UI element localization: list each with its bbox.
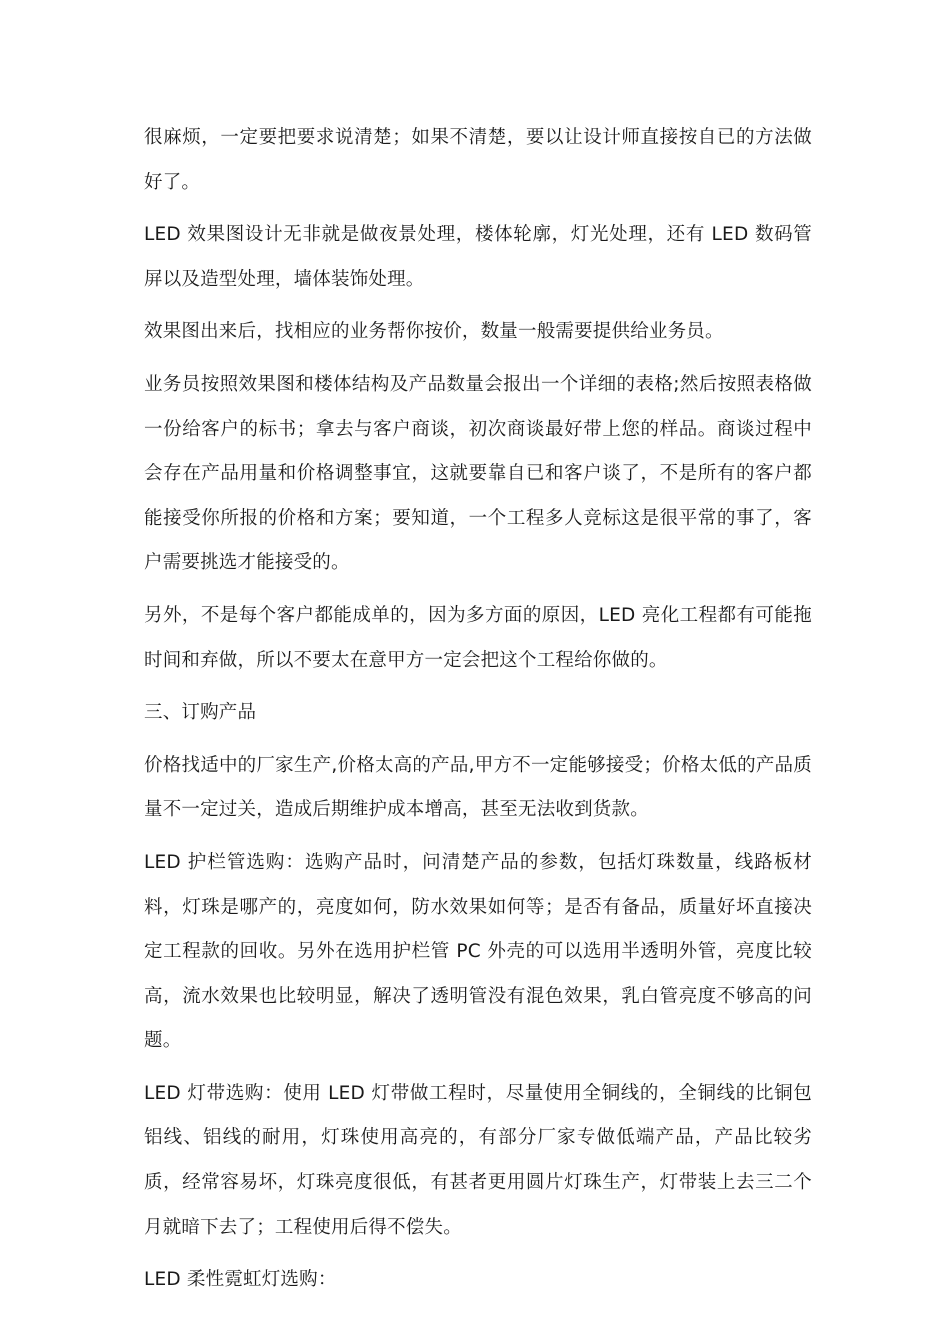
document-body xyxy=(144,116,812,1311)
paragraph-continuation: 很麻烦，一定要把要求说清楚；如果不清楚，要以让设计师直接按自已的方法做好了。 xyxy=(144,127,812,193)
paragraph-led-strip-selection: LED 灯带选购：使用 LED 灯带做工程时，尽量使用全铜线的，全铜线的比铜包铝线、铝线的耐用，灯珠使用高亮的，有部分厂家专做低端产品，产品比较劣质，经常容易坏，灯珠亮度很低，有甚者更用圆片灯珠生产，灯带装上去三二个月就暗下去了；工程使用后得不偿失。 xyxy=(144,1082,812,1238)
paragraph-price-selection: 价格找适中的厂家生产,价格太高的产品,甲方不一定能够接受；价格太低的产品质量不一定过关，造成后期维护成本增高，甚至无法收到货款。 xyxy=(144,754,812,821)
paragraph-quotation: 效果图出来后，找相应的业务帮你按价，数量一般需要提供给业务员。 xyxy=(144,321,724,343)
paragraph-guardrail-tube-selection: LED 护栏管选购：选购产品时，问清楚产品的参数，包括灯珠数量，线路板材料，灯珠是哪产的，亮度如何，防水效果如何等；是否有备品，质量好坏直接决定工程款的回收。另外在选用护栏管 PC 外壳的可以选用半透明外管，亮度比较高，流水效果也比较明显，解决了透明管没有混色效果，乳白管亮度不够高的问题。 xyxy=(144,851,812,1052)
paragraph-led-rendering-design: LED 效果图设计无非就是做夜景处理，楼体轮廓，灯光处理，还有 LED 数码管屏以及造型处理，墙体装饰处理。 xyxy=(144,224,812,290)
paragraph-sales-negotiation: 业务员按照效果图和楼体结构及产品数量会报出一个详细的表格;然后按照表格做一份给客户的标书；拿去与客户商谈，初次商谈最好带上您的样品。商谈过程中会存在产品用量和价格调整事宜，这就要靠自已和客户谈了，不是所有的客户都能接受你所报的价格和方案；要知道，一个工程多人竞标这是很平常的事了，客户需要挑选才能接受的。 xyxy=(144,373,812,574)
paragraph-deal-uncertainty: 另外，不是每个客户都能成单的，因为多方面的原因，LED 亮化工程都有可能拖时间和弃做，所以不要太在意甲方一定会把这个工程给你做的。 xyxy=(144,604,812,671)
paragraph-neon-selection: LED 柔性霓虹灯选购： xyxy=(144,1269,337,1291)
section-heading-ordering-products: 三、订购产品 xyxy=(144,702,257,724)
